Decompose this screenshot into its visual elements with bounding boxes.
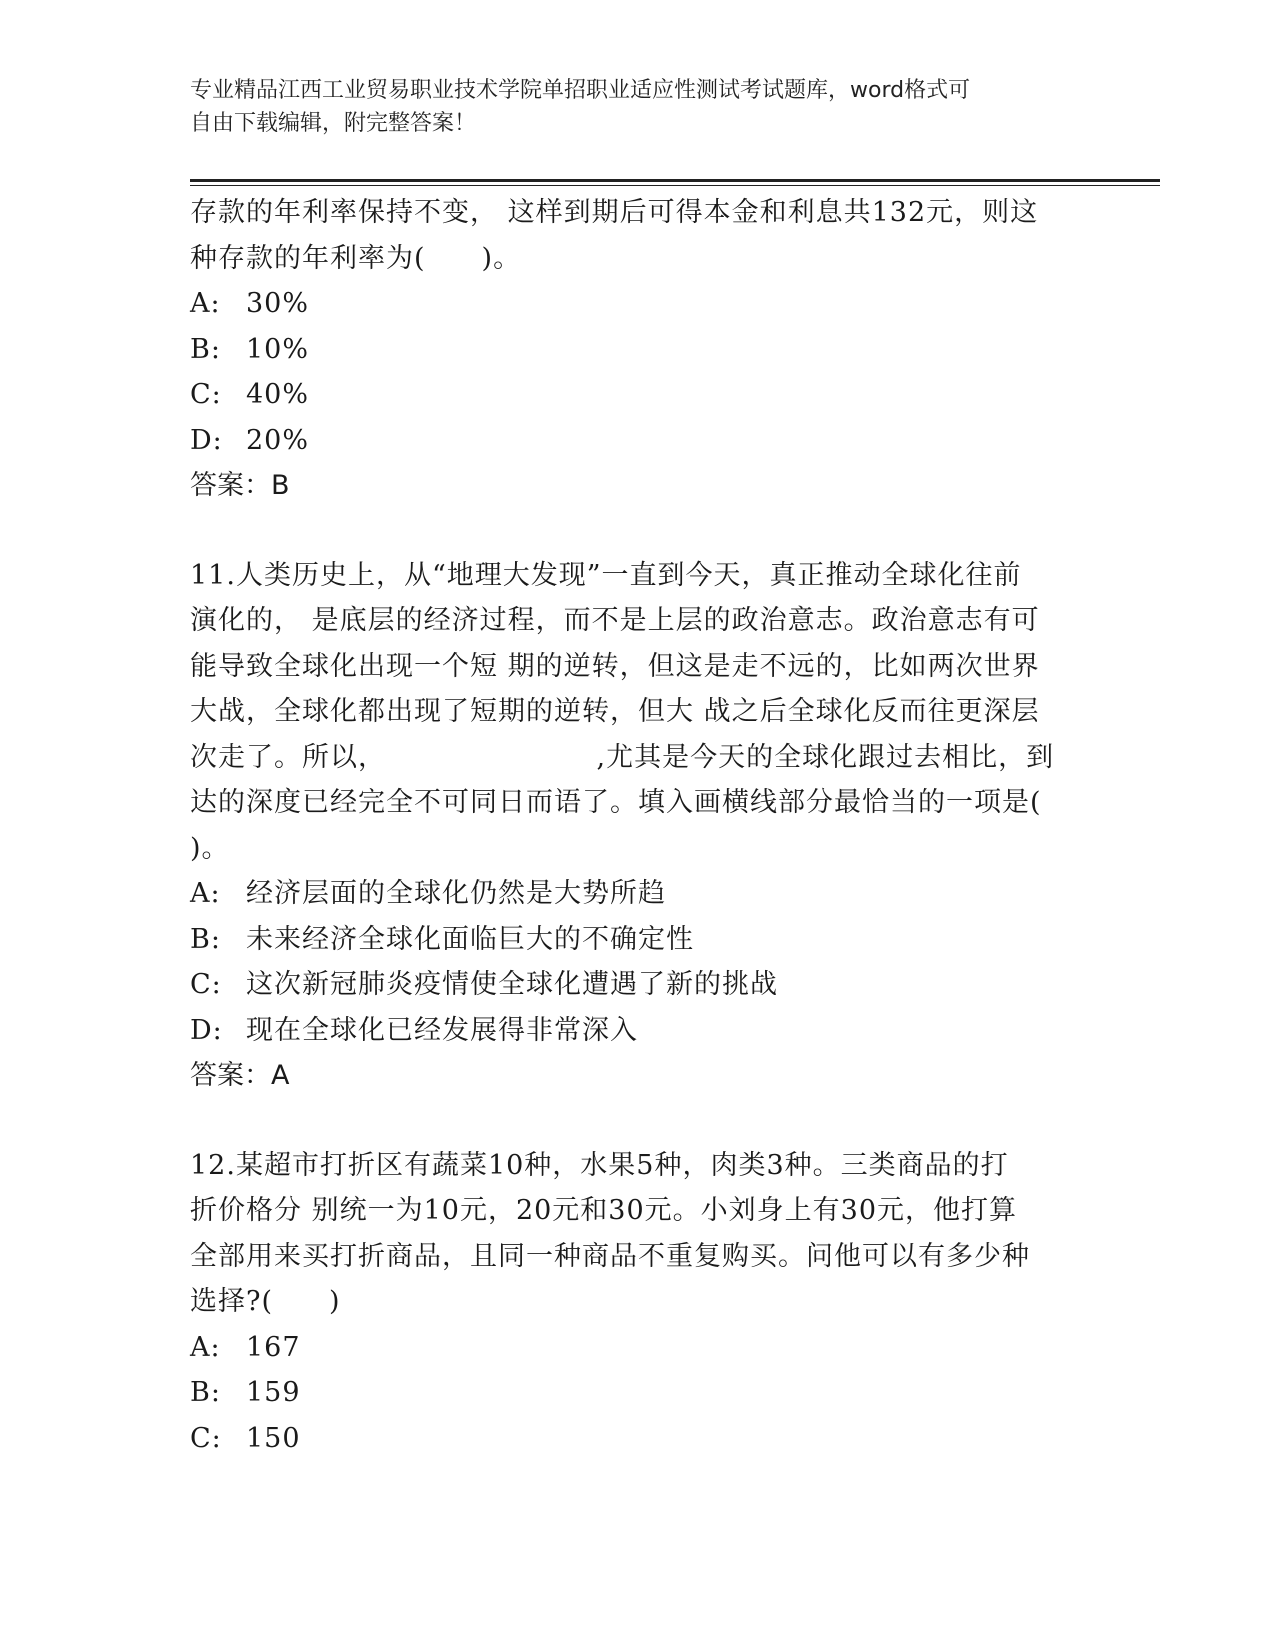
option-c xyxy=(190,372,1090,418)
header-line-1: 专业精品江西工业贸易职业技术学院单招职业适应性测试考试题库，word格式可 xyxy=(190,78,971,103)
question-line: 选择?( ) xyxy=(190,1286,341,1317)
option-c xyxy=(190,962,1090,1008)
option-text: 未来经济全球化面临巨大的不确定性 xyxy=(246,923,694,955)
question-line: 12.某超市打折区有蔬菜10种，水果5种，肉类3种。三类商品的打 xyxy=(190,1149,1009,1181)
header-rule-thick xyxy=(190,179,1160,182)
question-line: 种存款的年利率为( )。 xyxy=(190,242,522,274)
document-body xyxy=(190,190,1090,1461)
option-label: A: xyxy=(190,878,221,909)
option-label: A: xyxy=(190,1331,221,1363)
question-line: 演化的， 是底层的经济过程，而不是上层的政治意志。政治意志有可 xyxy=(190,605,1040,636)
question-line: 11.人类历史上，从“地理大发现”一直到今天，真正推动全球化往前 xyxy=(190,559,1022,591)
question-line: 折价格分 别统一为10元，20元和30元。小刘身上有30元，他打算 xyxy=(190,1195,1018,1226)
option-text: 经济层面的全球化仍然是大势所趋 xyxy=(246,878,666,909)
option-label: A: xyxy=(190,288,221,319)
option-text: 20% xyxy=(246,424,310,456)
option-label: D: xyxy=(190,424,223,456)
document-header xyxy=(190,74,1070,140)
option-d xyxy=(190,418,1090,464)
question-line: 大战，全球化都出现了短期的逆转，但大 战之后全球化反而往更深层 xyxy=(190,696,1040,727)
option-b xyxy=(190,1370,1090,1416)
question-10 xyxy=(190,190,1090,509)
question-line: 存款的年利率保持不变， 这样到期后可得本金和利息共132元，则这 xyxy=(190,197,1039,228)
question-12 xyxy=(190,1143,1090,1462)
question-line: 全部用来买打折商品，且同一种商品不重复购买。问他可以有多少种 xyxy=(190,1240,1030,1272)
option-text: 10% xyxy=(246,333,310,365)
option-text: 这次新冠肺炎疫情使全球化遭遇了新的挑战 xyxy=(246,969,778,1000)
option-text: 167 xyxy=(246,1331,301,1363)
option-label: B: xyxy=(190,333,221,365)
question-11 xyxy=(190,553,1090,1099)
option-b xyxy=(190,917,1090,963)
option-text: 40% xyxy=(246,379,310,410)
option-a xyxy=(190,281,1090,327)
option-label: C: xyxy=(190,1422,222,1454)
option-label: B: xyxy=(190,923,221,955)
option-label: B: xyxy=(190,1377,221,1408)
option-text: 150 xyxy=(246,1422,301,1454)
option-text: 现在全球化已经发展得非常深入 xyxy=(246,1014,638,1046)
answer-line: 答案：B xyxy=(190,470,290,501)
answer-line: 答案：A xyxy=(190,1060,290,1091)
option-b xyxy=(190,327,1090,373)
question-line: 能导致全球化出现一个短 期的逆转，但这是走不远的，比如两次世界 xyxy=(190,650,1040,682)
header-line-2: 自由下载编辑，附完整答案！ xyxy=(190,111,477,136)
option-text: 30% xyxy=(246,288,310,319)
option-label: C: xyxy=(190,379,222,410)
question-line: )。 xyxy=(190,832,230,864)
header-rule-thin xyxy=(190,185,1160,186)
question-line: 次走了。所以， ,尤其是今天的全球化跟过去相比，到 xyxy=(190,741,1055,773)
option-label: D: xyxy=(190,1014,223,1046)
option-c xyxy=(190,1416,1090,1462)
question-text xyxy=(190,1143,1090,1325)
option-text: 159 xyxy=(246,1377,301,1408)
option-label: C: xyxy=(190,969,222,1000)
option-a xyxy=(190,871,1090,917)
option-a xyxy=(190,1325,1090,1371)
question-text xyxy=(190,190,1090,281)
option-d xyxy=(190,1008,1090,1054)
question-text xyxy=(190,553,1090,872)
question-line: 达的深度已经完全不可同日而语了。填入画横线部分最恰当的一项是( xyxy=(190,787,1042,818)
